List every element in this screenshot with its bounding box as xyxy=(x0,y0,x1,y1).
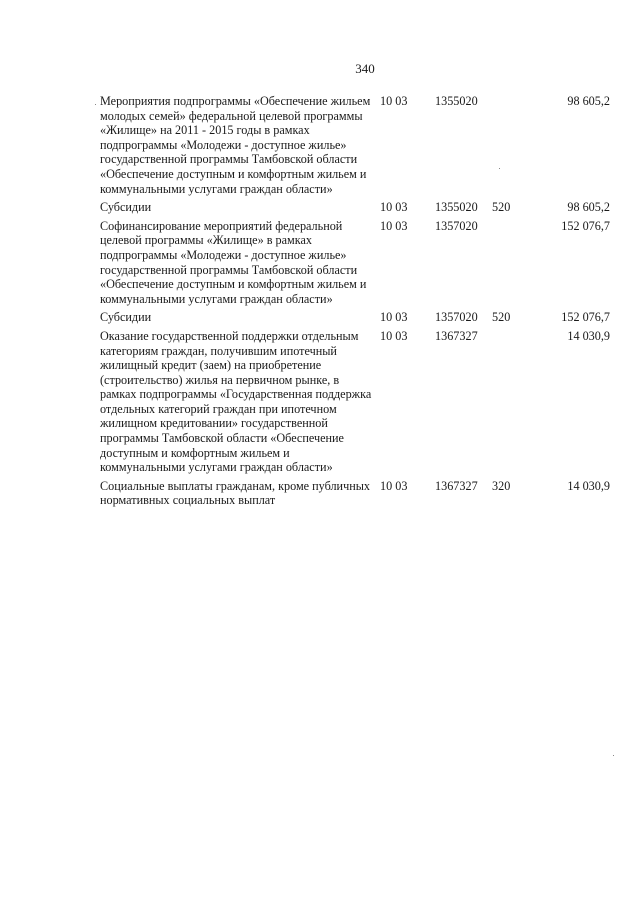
scan-speck xyxy=(499,168,500,169)
table-row xyxy=(100,94,610,196)
row-section-code: 10 03 xyxy=(380,218,408,233)
row-target-code: 1367327 xyxy=(435,328,478,343)
table-row xyxy=(100,329,610,475)
row-section-code: 10 03 xyxy=(380,94,408,108)
table-row xyxy=(100,479,610,508)
row-expense-type-code: 320 xyxy=(492,478,511,493)
row-section-code: 10 03 xyxy=(380,328,408,343)
page-number: 340 xyxy=(355,61,375,76)
row-target-code: 1357020 xyxy=(435,310,478,325)
scan-speck xyxy=(613,755,614,756)
row-target-code: 1355020 xyxy=(435,94,478,108)
table-row xyxy=(100,200,610,215)
scan-speck xyxy=(95,104,96,105)
row-description: Социальные выплаты гражданам, кроме публичных нормативных социальных выплат xyxy=(100,478,370,508)
row-amount: 152 076,7 xyxy=(561,310,610,325)
row-amount: 14 030,9 xyxy=(567,478,610,493)
row-section-code: 10 03 xyxy=(380,200,408,215)
row-amount: 14 030,9 xyxy=(567,328,610,343)
row-description: Субсидии xyxy=(100,310,152,325)
row-description: Субсидии xyxy=(100,200,152,215)
row-expense-type-code: 520 xyxy=(492,200,511,215)
row-target-code: 1355020 xyxy=(435,200,478,215)
row-target-code: 1357020 xyxy=(435,218,478,233)
table-row xyxy=(100,219,610,307)
row-target-code: 1367327 xyxy=(435,478,478,493)
row-expense-type-code: 520 xyxy=(492,310,511,325)
row-amount: 152 076,7 xyxy=(561,218,610,233)
row-description: Мероприятия подпрограммы «Обеспечение жильем молодых семей» федеральной целевой программы «Жилище» на 2011 - 2015 годы в рамках подпрограммы «Молодежи - доступное жилье» государственной программы Тамбовской области «Обеспечение доступным и комфортным жильем и коммунальными услугами граждан области» xyxy=(100,94,371,196)
row-section-code: 10 03 xyxy=(380,478,408,493)
row-amount: 98 605,2 xyxy=(567,200,610,215)
row-amount: 98 605,2 xyxy=(567,94,610,108)
budget-table xyxy=(100,94,610,512)
row-description: Оказание государственной поддержки отдельным категориям граждан, получившим ипотечный жилищный кредит (заем) на приобретение (строительство) жилья на первичном рынке, в рамках подпрограммы «Государственная поддержка отдельных категорий граждан при ипотечном жилищном кредитовании» государственной программы Тамбовской области «Обеспечение доступным и комфортным жильем и коммунальными услугами граждан области» xyxy=(100,328,372,475)
row-description: Софинансирование мероприятий федеральной целевой программы «Жилище» в рамках подпрограммы «Молодежи - доступное жилье» государственной программы Тамбовской области «Обеспечение доступным и комфортным жильем и коммунальными услугами граждан области» xyxy=(100,218,367,306)
row-section-code: 10 03 xyxy=(380,310,408,325)
table-row xyxy=(100,310,610,325)
